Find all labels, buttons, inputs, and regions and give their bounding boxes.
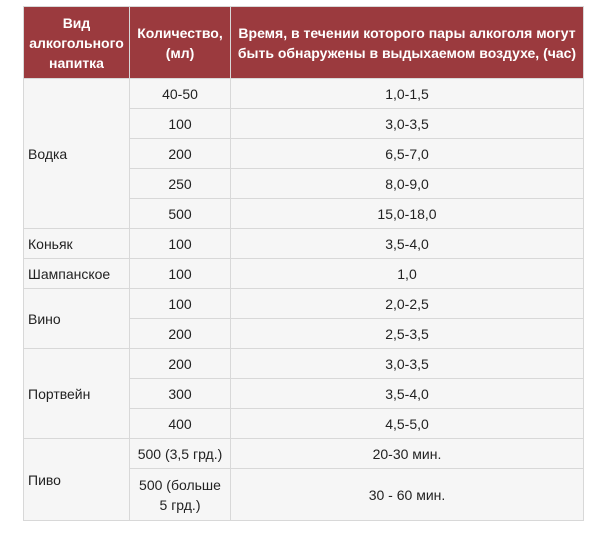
drink-name-cell: Коньяк [24,229,130,259]
table-row [24,439,584,469]
detection-time-cell: 2,0-2,5 [231,289,584,319]
header-row [24,7,584,79]
drink-name-cell: Водка [24,79,130,229]
quantity-cell: 250 [130,169,231,199]
quantity-cell: 300 [130,379,231,409]
drink-name-cell: Шампанское [24,259,130,289]
quantity-cell: 200 [130,139,231,169]
quantity-cell: 100 [130,259,231,289]
detection-time-cell: 2,5-3,5 [231,319,584,349]
quantity-cell: 500 [130,199,231,229]
detection-time-cell: 8,0-9,0 [231,169,584,199]
detection-time-cell: 3,0-3,5 [231,349,584,379]
header-detection-time: Время, в течении которого пары алкоголя могут быть обнаружены в выдыхаемом воздухе, (час) [231,7,584,79]
table-row [24,289,584,319]
drink-name-cell: Пиво [24,439,130,521]
table-body [24,79,584,521]
quantity-cell: 40-50 [130,79,231,109]
quantity-cell: 100 [130,229,231,259]
quantity-cell: 100 [130,109,231,139]
table-row [24,79,584,109]
alcohol-detection-table [23,6,584,521]
detection-time-cell: 15,0-18,0 [231,199,584,229]
table-container [23,6,584,521]
drink-name-cell: Вино [24,289,130,349]
quantity-cell: 500 (больше 5 грд.) [130,469,231,521]
header-drink-type: Вид алкогольного напитка [24,7,130,79]
quantity-cell: 500 (3,5 грд.) [130,439,231,469]
detection-time-cell: 1,0-1,5 [231,79,584,109]
detection-time-cell: 1,0 [231,259,584,289]
detection-time-cell: 3,0-3,5 [231,109,584,139]
detection-time-cell: 6,5-7,0 [231,139,584,169]
quantity-cell: 200 [130,349,231,379]
table-row [24,229,584,259]
detection-time-cell: 4,5-5,0 [231,409,584,439]
quantity-cell: 200 [130,319,231,349]
detection-time-cell: 3,5-4,0 [231,379,584,409]
detection-time-cell: 30 - 60 мин. [231,469,584,521]
drink-name-cell: Портвейн [24,349,130,439]
table-row [24,349,584,379]
quantity-cell: 400 [130,409,231,439]
header-quantity: Количество, (мл) [130,7,231,79]
table-row [24,259,584,289]
detection-time-cell: 3,5-4,0 [231,229,584,259]
quantity-cell: 100 [130,289,231,319]
detection-time-cell: 20-30 мин. [231,439,584,469]
